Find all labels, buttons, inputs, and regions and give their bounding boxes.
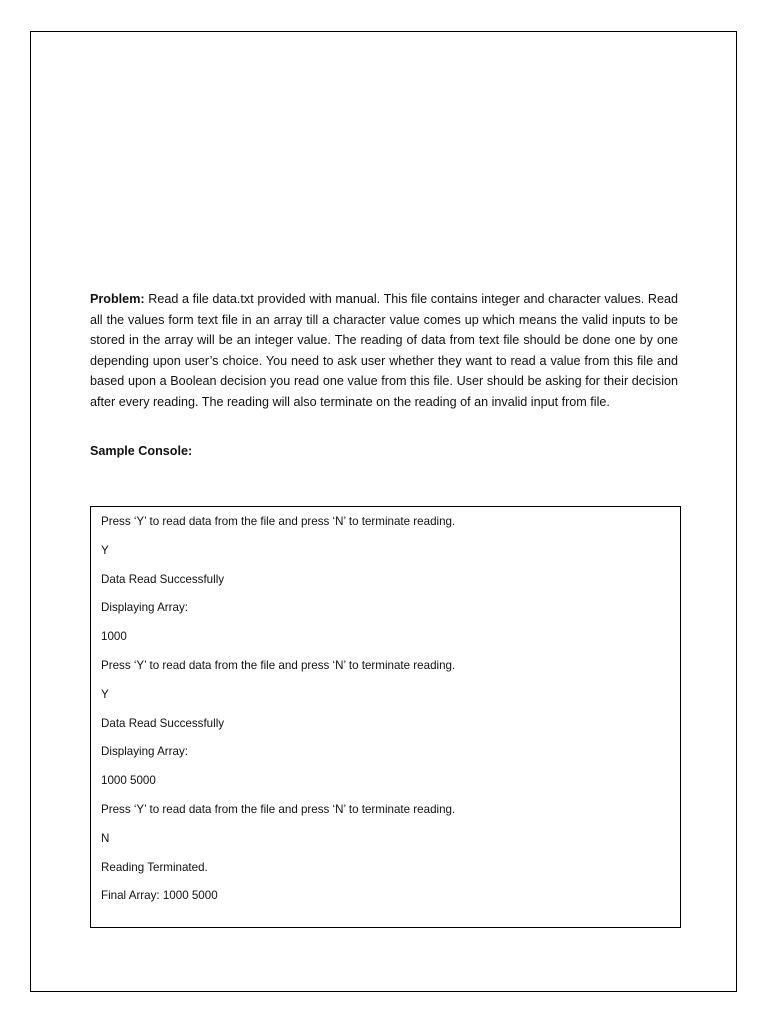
problem-label: Problem: (90, 292, 145, 306)
console-line: Data Read Successfully (101, 572, 225, 586)
console-line: Reading Terminated. (101, 860, 208, 874)
console-line: Final Array: 1000 5000 (101, 889, 218, 903)
console-line: Press ‘Y’ to read data from the file and press ‘N’ to terminate reading. (101, 658, 456, 672)
console-lines (101, 512, 455, 915)
sample-console-box (90, 506, 681, 928)
console-line: Press ‘Y’ to read data from the file and press ‘N’ to terminate reading. (101, 515, 456, 528)
console-line: Displaying Array: (101, 601, 188, 615)
problem-text: Read a file data.txt provided with manual. This file contains integer and character values. Read all the values form text file in an array till a character value comes up which means the valid inputs to be stored in the array will be an integer value. The reading of data from text file should be done one by one depending upon user’s choice. You need to ask user whether they want to read a value from this file and based upon a Boolean decision you read one value from this file. User should be asking for their decision after every reading. The reading will also terminate on the reading of an invalid input from file. (90, 292, 678, 409)
sample-console-heading: Sample Console: (90, 444, 193, 458)
console-line: Press ‘Y’ to read data from the file and press ‘N’ to terminate reading. (101, 802, 456, 816)
console-line: 1000 (101, 630, 127, 644)
console-line: Displaying Array: (101, 745, 188, 759)
console-line: 1000 5000 (101, 774, 156, 788)
console-line: Data Read Successfully (101, 716, 225, 730)
console-line: N (101, 831, 110, 845)
console-line: Y (101, 687, 109, 701)
console-line: Y (101, 543, 109, 557)
problem-paragraph (90, 289, 678, 413)
